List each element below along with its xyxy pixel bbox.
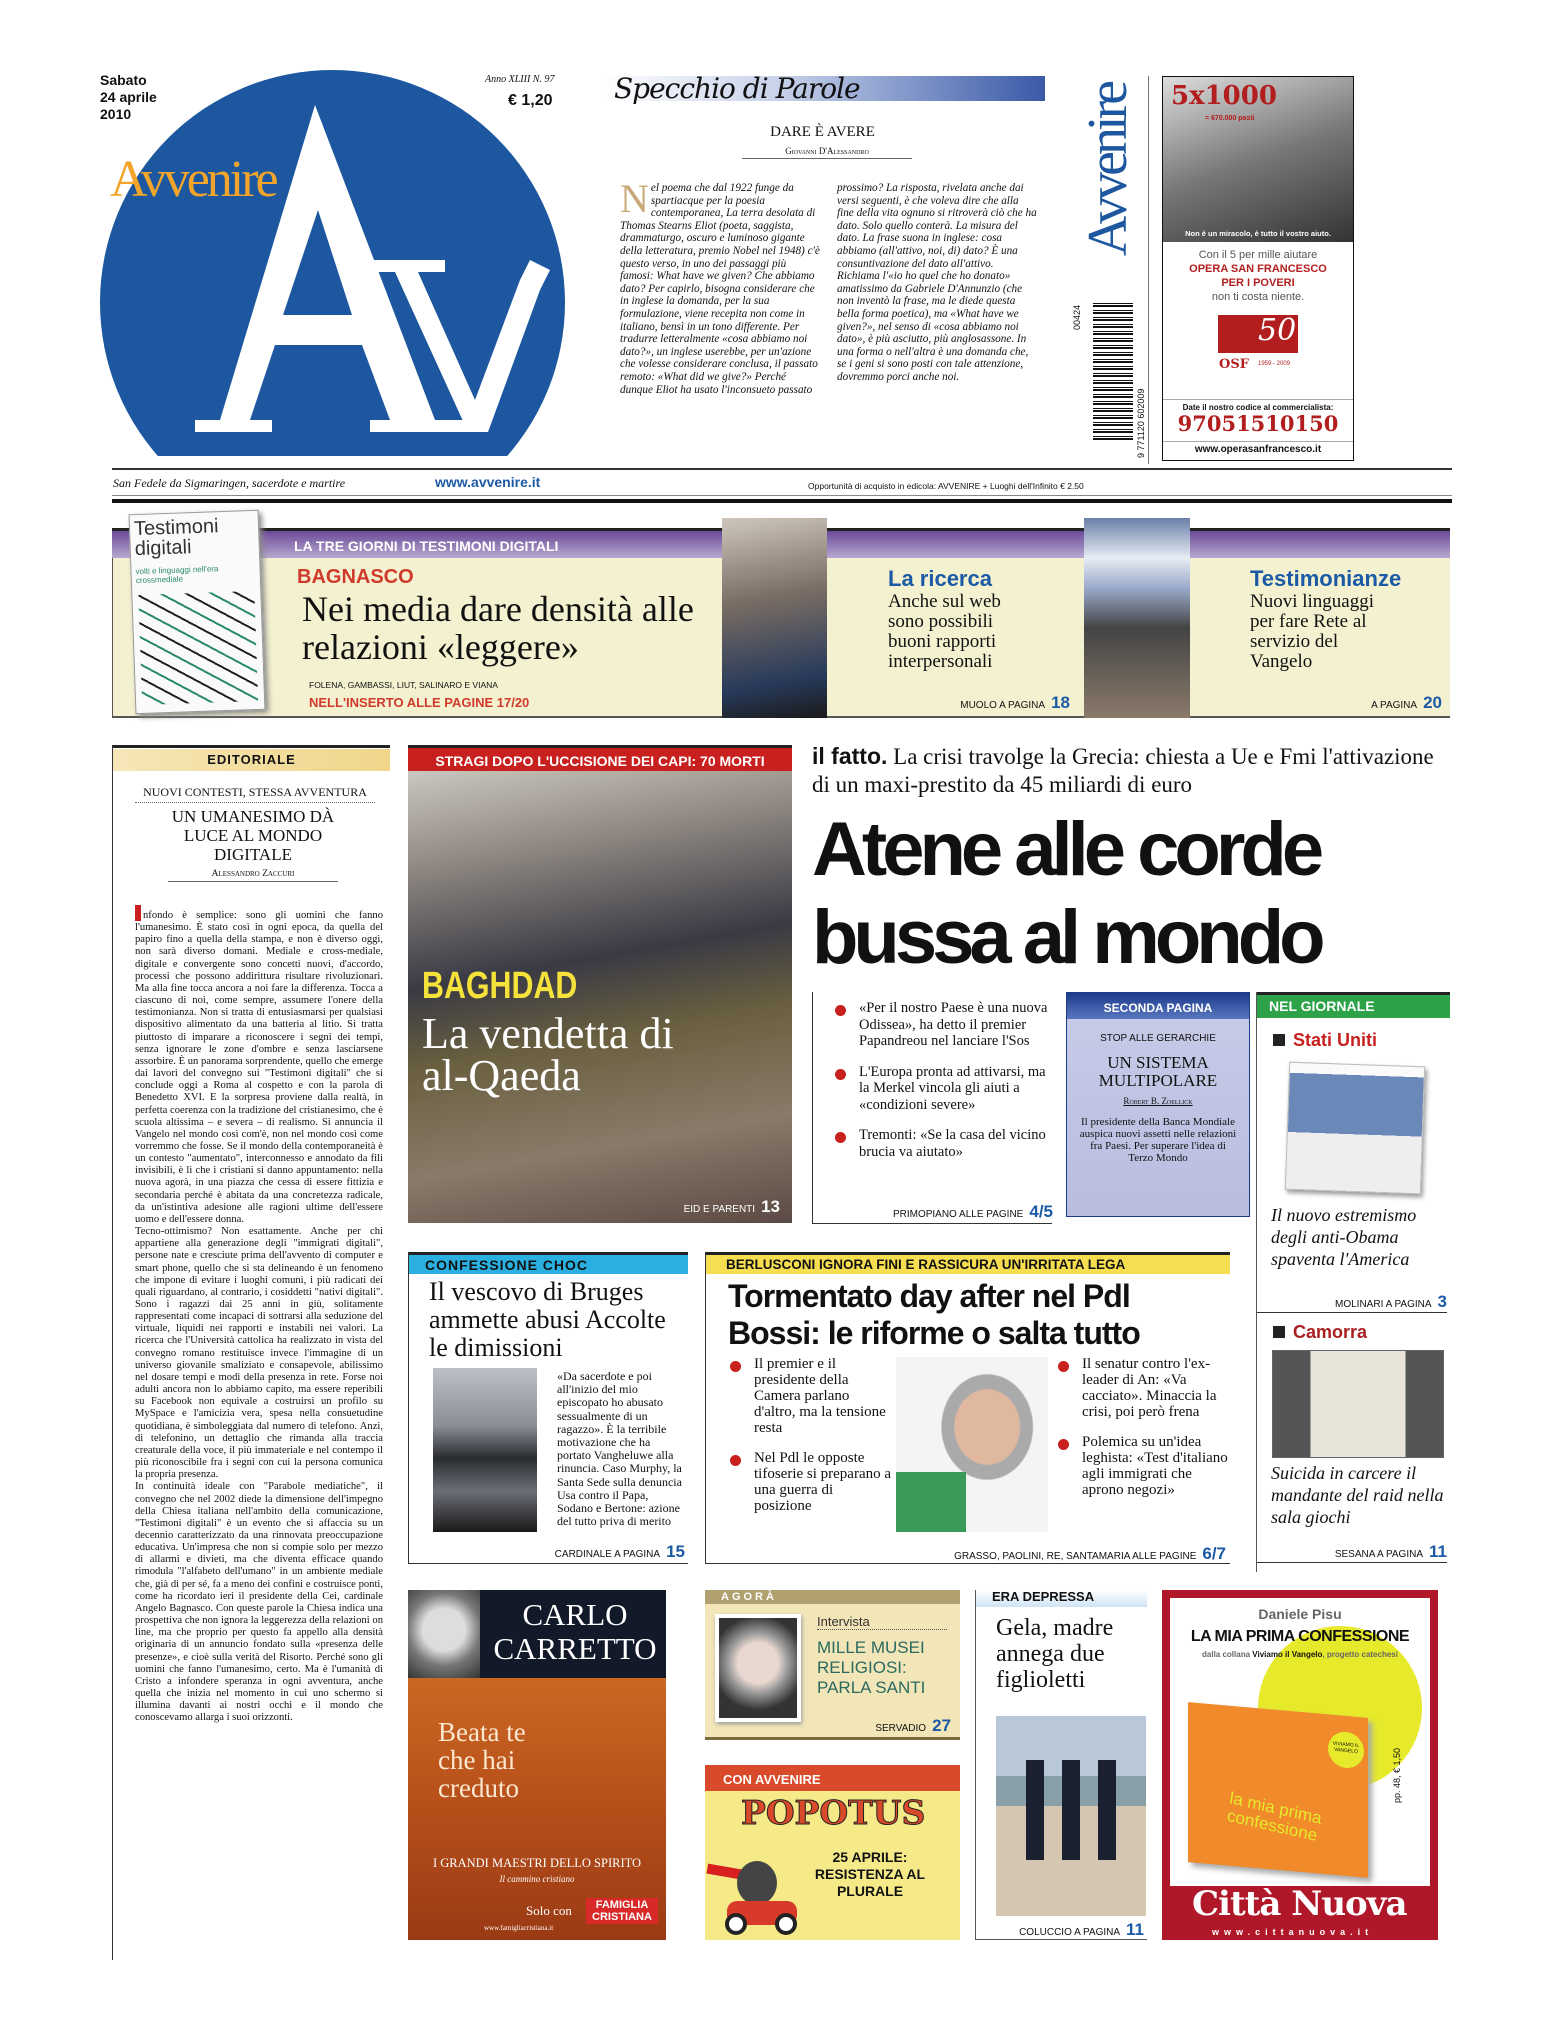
pdl-right-bullets: [1056, 1356, 1230, 1512]
fatto-headline[interactable]: [812, 806, 1452, 982]
specchio-header-title: Specchio di Parole: [614, 72, 860, 105]
agora-label: AGORÀ: [705, 1590, 960, 1604]
ad-carlo-carretto[interactable]: [408, 1590, 666, 1940]
carretto-portrait: [408, 1590, 480, 1678]
agora-page-ref: [825, 1716, 951, 1736]
testimonianze-title: Testimonianze: [1250, 566, 1402, 591]
baghdad-place: BAGHDAD: [422, 965, 578, 1007]
specchio-di-parole: [600, 72, 1045, 461]
ad-line2: OPERA SAN FRANCESCO: [1189, 263, 1327, 275]
popotus-mascot-icon: [707, 1861, 799, 1937]
stati-uniti-page-photo: [1285, 1062, 1425, 1195]
saint-of-day: San Fedele da Sigmaringen, sacerdote e martire: [113, 476, 346, 490]
seconda-title: UN SISTEMA MULTIPOLARE: [1098, 1053, 1218, 1090]
fatto-bullet: Tremonti: «Se la casa del vicino brucia va aiutato»: [833, 1127, 1052, 1160]
editoriale-p1: nfondo è semplice: sono gli uomini che fanno l'umanesimo. È stato così in ogni epoca, da quella del papiro fino a quella della stampa, e non è diverso oggi, non sarà diverso domani. Mediale e cross-mediale, digitale e convergente sono concetti nuovi, d'accordo, processi che possono addirittura risultare rivoluzionari. Ma alla fine tocca ancora a noi fare la differenza. Tocca a ciascuno di noi, come sempre, assumere l'onere della testimonianza. Non si tratta di entusiasmarsi per qualsiasi dispositivo alimentato da una batteria al litio. Si tratta piuttosto di imparare a riconoscere i segni dei tempi, senza ignorare le zone d'ombre e senza lasciarsene assorbire. È un panorama sorprendente, quello che emerge dai lavori del convegno sui "Testimoni digitali" che si conclude oggi a Roma al cospetto e con la parola di Benedetto XVI. E la sorpresa proviene dalla realtà, in perfetta coerenza con la tradizione del cristianesimo, che è scuola altissima – e severa – di realismo. Si annuncia il Vangelo nel mondo così com'è, non nel mondo così come vorremmo che fosse. Se il mondo della contemporaneità è un contesto "aumentato", interconnesso e annodato da fili invisibili, è lì che i cristiani si danno appuntamento: nella nuova agorà, in una piazza che cessa di essere fittizia e secondaria perché è abitata da una concretezza radicale, da un'istintiva adesione alle ragioni ultime dell'essere uomo e dell'essere donna.: [135, 910, 383, 1225]
date: [100, 72, 161, 123]
gela-ref: COLUCCIO A PAGINA: [1019, 1927, 1121, 1938]
bruges-page: 15: [666, 1542, 685, 1561]
ricerca-page: 18: [1051, 693, 1070, 712]
banner-authors: FOLENA, GAMBASSI, LIUT, SALINARO E VIANA: [309, 680, 498, 690]
cn-book-title: la mia prima confessione: [1225, 1788, 1323, 1846]
cn-sub-pre: dalla collana: [1202, 1650, 1251, 1659]
agora-ref: SERVADIO: [875, 1723, 927, 1734]
nel-giornale-label: NEL GIORNALE: [1257, 992, 1450, 1018]
popotus-kicker: CON AVVENIRE: [705, 1765, 960, 1791]
date-day: Sabato: [100, 72, 147, 88]
banner-headline: Nei media dare densità alle relazioni «leggere»: [302, 589, 694, 667]
stati-uniti-title-text: Stati Uniti: [1293, 1030, 1377, 1050]
agora-kicker: Intervista: [817, 1614, 947, 1630]
baghdad-headline: La vendetta di al-Qaeda: [422, 1009, 674, 1100]
seconda-text: Il presidente della Banca Mondiale auspica nuovi assetti nelle relazioni fra Paesi. Per superare l'idea di Terzo Mondo: [1079, 1116, 1237, 1164]
famiglia-cristiana-logo: [586, 1898, 658, 1924]
fatto-summary-text: La crisi travolge la Grecia: chiesta a Ue e Fmi l'attivazione di un maxi-prestito da 45 miliardi di euro: [812, 744, 1434, 797]
ad-caption: Non è un miracolo, è tutto il vostro aiuto.: [1185, 229, 1331, 238]
agora-box[interactable]: [705, 1590, 960, 1740]
editoriale-top-rule: [113, 745, 390, 748]
brand-1: FAMIGLIA: [595, 1899, 649, 1911]
fatto-ref: PRIMOPIANO ALLE PAGINE: [892, 1209, 1024, 1220]
pdl-bullet: Il premier e il presidente della Camera parlano d'altro, ma la tensione resta: [728, 1356, 892, 1436]
pdl-bullet: Polemica su un'idea leghista: «Test d'italiano agli immigrati che aprono negozi»: [1056, 1434, 1230, 1498]
editoriale-label: [113, 749, 390, 771]
fatto-bullet: L'Europa pronta ad attivarsi, ma la Merkel vincola gli aiuti a «condizioni severe»: [833, 1064, 1052, 1114]
purchase-offer: Opportunità di acquisto in edicola: AVVENIRE + Luoghi dell'Infinito € 2.50: [808, 481, 1084, 491]
osf-name: OSF: [1219, 357, 1249, 372]
ad-line3: PER I POVERI: [1221, 277, 1295, 289]
nel-giornale: [1256, 992, 1450, 1572]
gela-page: 11: [1126, 1920, 1144, 1939]
banner-testimoni-digitali: [112, 515, 1450, 718]
seconda-pagina[interactable]: [1066, 992, 1250, 1217]
pdl-ref: GRASSO, PAOLINI, RE, SANTAMARIA ALLE PAGINE: [954, 1551, 1197, 1562]
editoriale-title: UN UMANESIMO DÀ LUCE AL MONDO DIGITALE: [171, 807, 335, 864]
cn-sub-bold: Viviamo il Vangelo: [1252, 1650, 1323, 1659]
specchio-author: Giovanni D'Alessandro: [742, 146, 912, 159]
gela-story[interactable]: [975, 1590, 1147, 1940]
ricerca-title: La ricerca: [888, 566, 992, 591]
camorra-title: [1273, 1322, 1367, 1343]
seconda-kicker: STOP ALLE GERARCHIE: [1100, 1033, 1216, 1044]
poster-sub: volti e linguaggi nell'era crossmediale: [135, 564, 219, 586]
camorra-title-text: Camorra: [1293, 1322, 1368, 1342]
stati-uniti-page: 3: [1437, 1292, 1447, 1311]
cn-subtitle: [1170, 1650, 1430, 1659]
pdl-story[interactable]: [705, 1252, 1230, 1564]
vertical-logo: Avvenire: [1077, 83, 1139, 257]
masthead: [100, 60, 580, 470]
editoriale-paragraph: In continuità ideale con "Parabole mediatiche", il convegno che nel 2002 diede la dimensione dell'impegno della Chiesa italiana nell'ambito della comunicazione, "Testimoni digitali" è un evento che si affaccia su un decennio caratterizzato da una rinnovata preoccupazione educativa. Un'impresa che non si compie solo per mezzo di allarmi e divieti, ma che diventa efficace quando rimodula "l'alfabeto dell'umano" in un ambiente mediale che, già di per sé, fa a meno dei confini e costruisce ponti, come ha ricordato ieri il presidente della Cei, cardinale Angelo Bagnasco. Con queste parole la Chiesa indica una prospettiva che non ignora la leggerezza della relazioni on line, ma che proprio per questo fa appello alla densità originaria di un annuncio fondato sulla «presenza delle presenze», e cioè sulla verità del Risorto. Perché sono gli uomini che fanno l'umanesimo, certo. Ma è l'umanità di Cristo a infondere speranza in ogni avventura, anche quella che inizia nel momento in cui uno schermo si illumina davanti ai nostri occhi e il mondo che conoscevamo allarga i suoi orizzonti.: [135, 1481, 383, 1724]
carretto-series: I GRANDI MAESTRI DELLO SPIRITO: [432, 1856, 642, 1870]
specchio-text-1: el poema che dal 1922 funge da spartiacque per la poesia contemporanea, La terra desolata di Thomas Stearns Eliot (poeta, saggista, drammaturgo, oscuro e luminoso gigante della letteratura, premio Nobel nel 1948) c'è questo verso, in uno dei passaggi più famosi: What have we given? Che abbiamo dato? Per capirlo, bisogna considerare che in inglese la domanda, per la sua formulazione, viene recepita non come in italiano, bensì in un tono differente. Per tradurre letteralmente «cosa abbiamo noi dato?», un inglese userebbe, per un'azione che volesse considerare conclusa, il passato remoto: «What did we give?» Perché dunque Eliot ha usato l'inconsueto passato: [620, 182, 820, 396]
square-icon: [1273, 1034, 1285, 1046]
baghdad-kicker: STRAGI DOPO L'UCCISIONE DEI CAPI: 70 MORTI: [408, 745, 792, 771]
banner-name: BAGNASCO: [297, 566, 414, 588]
ad-line1: Con il 5 per mille aiutare: [1198, 249, 1318, 261]
barcode-number: 9 771120 602009: [1136, 388, 1146, 458]
gela-photo-figures: [1026, 1760, 1116, 1860]
specchio-title: DARE È AVERE: [770, 124, 875, 140]
cn-url: www.cittanuova.it: [1212, 1927, 1374, 1937]
specchio-col-1: [620, 176, 820, 396]
square-icon: [1273, 1326, 1285, 1338]
carretto-name-1: CARLO: [522, 1597, 628, 1632]
agora-page: 27: [932, 1716, 951, 1735]
ad-citta-nuova[interactable]: [1162, 1590, 1438, 1940]
baghdad-page: 13: [761, 1197, 780, 1216]
banner-kicker: LA TRE GIORNI DI TESTIMONI DIGITALI: [294, 538, 559, 554]
date-day-month: 24 aprile: [100, 89, 157, 105]
stati-uniti-page-ref[interactable]: [1257, 1292, 1447, 1313]
ad-url: www.operasanfrancesco.it: [1163, 441, 1353, 455]
carretto-title: Beata te che hai creduto: [438, 1717, 526, 1803]
pdl-left-bullets: [728, 1356, 892, 1528]
editoriale-paragraph: Tecno-ottimismo? Non esattamente. Anche per chi appartiene alla generazione degli "immigrati digitali", persone nate e cresciute prima dell'avvento di computer e smart phone, quello che si sta delineando è un fenomeno che impone di evitare i luoghi comuni, i più radicati dei quali riguardano, al contrario, i cosiddetti "nativi digitali". Sono i ragazzi dai 25 anni in giù, solitamente rappresentati come incapaci di sottrarsi alla seduzione del virtuale, liquidi nei rapporti e instabili nei valori. La ricerca che l'Università cattolica ha realizzato in vista del convegno romano restituisce invece l'immagine di un universo giovanile smaliziato e consapevole, abilissimo nel dosare tempi e modi della presenza in rete. Forse noi adulti ancora non lo abbiamo capito, ma essere reperibili su Facebook non equivale a costruirsi un profilo su MySpace e l'amicizia vera, spesa nella consuetudine quotidiana, è simboleggiata dal numero di telefono. Anzi, di telefonino, un dettaglio che rimanda alla traccia creaturale della voce, il più immateriale e nel contempo il più riconoscibile fra i segni con cui la persona comunica la propria presenza.: [135, 1226, 383, 1481]
santi-photo: [715, 1614, 801, 1722]
gela-kicker: ERA DEPRESSA: [976, 1590, 1147, 1607]
baghdad-page-ref: [608, 1197, 780, 1217]
seconda-author: Robert B. Zoellick: [1123, 1096, 1193, 1106]
camorra-photo: [1272, 1350, 1444, 1458]
testimonianze-page-ref[interactable]: [1302, 693, 1442, 713]
bruges-story[interactable]: [408, 1252, 688, 1564]
fatto-label: il fatto.: [812, 743, 888, 769]
seconda-label: SECONDA PAGINA: [1067, 993, 1249, 1019]
specchio-col-2: prossimo? La risposta, rivelata anche dai versi seguenti, è che voleva dire che alla fine della vita ognuno si ritroverà ciò che ha dato. Solo quello conterà. La misura del dato. La frase suona in inglese: cosa abbiamo (all'attivo, noi, di) dato? È una consuntivazione del dato all'attivo. Richiama l'«io ho quel che ho donato» amatissimo da Gabriele D'Annunzio (che non inventò la frase, ma le diede questa bella forma poetica), ma «What have we given?», nel senso di «cosa abbiamo noi dato», è più asciutto, più anglosassone. In una forma o nell'altra è una domanda che, se i geni si sono posti con tale attenzione, dovremmo porci anche noi.: [837, 182, 1037, 383]
editoriale-author: Alessandro Zaccuri: [168, 869, 338, 882]
ad-line4: non ti costa niente.: [1211, 291, 1305, 303]
banner-poster: [129, 510, 266, 714]
poster-hands: [138, 591, 258, 705]
testimonianze-ref: A PAGINA: [1371, 700, 1418, 711]
poster-title: Testimoni digitali: [133, 515, 219, 561]
bruges-ref: CARDINALE A PAGINA: [554, 1549, 661, 1560]
ricerca-ref: MUOLO A PAGINA: [960, 700, 1046, 711]
testimonianze-photo: [1084, 518, 1190, 718]
cn-title: LA MIA PRIMA CONFESSIONE: [1190, 1628, 1410, 1645]
bossi-photo-scarf: [896, 1472, 966, 1532]
pdl-bullet: Il senatur contro l'ex-leader di An: «Va cacciato». Minaccia la crisi, poi però frena: [1056, 1356, 1230, 1420]
price: € 1,20: [508, 92, 553, 109]
barcode: [1093, 300, 1133, 440]
fatto-summary: [812, 742, 1452, 799]
logo-wordmark: Avvenire: [110, 151, 276, 208]
fatto-bullets: [812, 992, 1052, 1224]
pdl-headline-2: Bossi: le riforme o salta tutto: [728, 1315, 1140, 1351]
editoriale-label-text: EDITORIALE: [207, 752, 296, 767]
bruges-page-ref[interactable]: [469, 1542, 685, 1562]
date-year: 2010: [100, 106, 132, 122]
editoriale-kicker: NUOVI CONTESTI, STESSA AVVENTURA: [135, 785, 375, 803]
drop-cap-marker: [135, 905, 141, 921]
agora-title: MILLE MUSEI RELIGIOSI: PARLA SANTI: [817, 1638, 926, 1697]
carretto-solo: Solo con: [526, 1903, 572, 1918]
ricerca-page-ref[interactable]: [920, 693, 1070, 713]
barcode-top-number: 00424: [1072, 304, 1082, 330]
cn-brand: Città Nuova: [1192, 1884, 1407, 1924]
pdl-headline-1: Tormentato day after nel Pdl: [728, 1278, 1130, 1314]
pdl-bullet: Nel Pdl le opposte tifoserie si preparano a una guerra di posizione: [728, 1450, 892, 1514]
ricerca-photo: [722, 518, 827, 718]
pdl-page-ref[interactable]: [856, 1544, 1226, 1564]
fatto-page: 4/5: [1029, 1202, 1053, 1221]
baghdad-ref: EID E PARENTI: [683, 1204, 756, 1215]
logo-av-letters: [100, 60, 570, 460]
pdl-headline[interactable]: [728, 1278, 1230, 1352]
camorra-page: 11: [1429, 1542, 1447, 1561]
ad-code-label: Date il nostro codice al commercialista:: [1163, 399, 1353, 412]
fatto-headline-1: Atene alle corde: [812, 807, 1320, 892]
stati-uniti-text: Il nuovo estremismo degli anti-Obama spaventa l'America: [1271, 1205, 1417, 1269]
osf-years: 1959 - 2009: [1258, 361, 1291, 367]
cn-price: pp. 48, € 1,50: [1392, 1747, 1402, 1803]
editoriale-paragraph: [135, 905, 383, 1226]
cn-author: Daniele Pisu: [1258, 1606, 1342, 1622]
carretto-url: www.famigliacristiana.it: [484, 1924, 554, 1932]
cn-book-cover: [1188, 1702, 1368, 1878]
issue-number: Anno XLIII N. 97: [485, 74, 555, 85]
gela-page-ref[interactable]: [976, 1920, 1144, 1940]
carretto-name: [486, 1598, 664, 1666]
ad-sub: = 670.000 pasti: [1205, 115, 1255, 122]
pdl-kicker: BERLUSCONI IGNORA FINI E RASSICURA UN'IRRITATA LEGA: [706, 1252, 1230, 1274]
drop-cap: N: [620, 176, 649, 221]
bruges-headline: Il vescovo di Bruges ammette abusi Accolte le dimissioni: [429, 1277, 666, 1362]
fatto-page-ref[interactable]: [853, 1204, 1053, 1224]
bruges-photo: [433, 1368, 537, 1532]
bruges-kicker: CONFESSIONE CHOC: [409, 1252, 688, 1274]
cn-book-badge: VIVIAMO IL VANGELO: [1328, 1730, 1364, 1769]
camorra-page-ref[interactable]: [1257, 1542, 1447, 1563]
banner-insert-ref[interactable]: NELL'INSERTO ALLE PAGINE 17/20: [309, 695, 530, 710]
pdl-page: 6/7: [1202, 1544, 1226, 1563]
fatto-bullet: «Per il nostro Paese è una nuova Odissea», ha detto il premier Papandreou nel lanciare l'Sos: [833, 1000, 1052, 1050]
popotus-title: POPOTUS: [741, 1793, 926, 1832]
camorra-text: Suicida in carcere il mandante del raid nella sala giochi: [1271, 1463, 1444, 1527]
ad-code: 97051510150: [1177, 411, 1339, 436]
testimonianze-text: Nuovi linguaggi per fare Rete al servizio del Vangelo: [1250, 591, 1375, 672]
testimonianze-page: 20: [1423, 693, 1442, 712]
popotus-text: 25 APRILE: RESISTENZA AL PLURALE: [814, 1849, 926, 1899]
ad-headline: 5x1000: [1171, 81, 1277, 111]
carretto-series-sub: Il cammino cristiano: [499, 1874, 575, 1884]
osf-anniv: 50°: [1258, 313, 1312, 348]
camorra-ref: SESANA A PAGINA: [1334, 1549, 1424, 1560]
brand-2: CRISTIANA: [592, 1911, 652, 1923]
popotus-box[interactable]: [705, 1765, 960, 1940]
cn-inner: [1170, 1598, 1430, 1886]
cn-sub-post: , progetto catechesi: [1322, 1650, 1398, 1659]
website-link[interactable]: www.avvenire.it: [435, 474, 541, 490]
ricerca-text: Anche sul web sono possibili buoni rapporti interpersonali: [888, 591, 1001, 672]
stati-uniti-title: [1273, 1030, 1377, 1051]
baghdad-story[interactable]: [408, 745, 792, 1223]
fatto-headline-2: bussa al mondo: [812, 895, 1321, 980]
editoriale: [112, 745, 389, 1960]
carretto-name-2: CARRETTO: [493, 1631, 657, 1666]
editoriale-body: [135, 905, 383, 1724]
stati-uniti-ref: MOLINARI A PAGINA: [1335, 1299, 1432, 1310]
bruges-text: «Da sacerdote e poi all'inizio del mio episcopato ho abusato sessualmente di un ragazzo». È la terribile motivazione che ha portato Vangheluwe alla rinuncia. Caso Murphy, la Santa Sede sulla denuncia Usa contro il Papa, Sodano e Bertone: azione del tutto priva di merito: [557, 1369, 682, 1529]
ad-opera-san-francesco[interactable]: [1162, 76, 1354, 461]
gela-headline: Gela, madre annega due figlioletti: [996, 1615, 1114, 1693]
